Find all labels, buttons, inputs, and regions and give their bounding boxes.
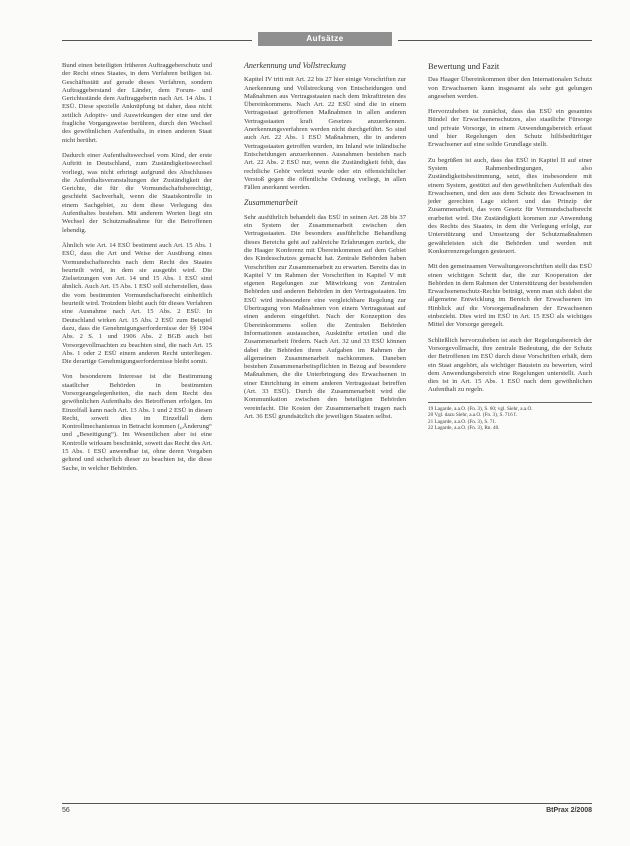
paragraph: Ähnlich wie Art. 14 ESÜ bestimmt auch Art. 15 Abs. 1 ESÜ, dass die Art und Weise der Ausübung eines Vormundschaftsrechts nach dem Recht des Staates beurteilt wird, in dem sie ausgeübt wird. Die Zielsetzungen von Art. 14 und 15 Abs. 1 ESÜ sind ähnlich. Auch Art. 15 Abs. 1 ESÜ soll sicherstellen, dass die vom bestimmten Vormundschaftsrecht einheitlich beurteilt wird. Trotzdem bleibt auch für dieses Verfahren eine Ausnahme nach Art. 15 Abs. 2 ESÜ. In Deutschland wirken Art. 15 Abs. 2 ESÜ zum Beispiel dazu, dass die Genehmigungserfordernisse der §§ 1904 Abs. 2 S. 1 und 1906 Abs. 2 BGB auch bei Vorsorgevollmachten zu beachten sind, die nach Art. 15 Abs. 1 oder 2 ESÜ einem anderen Recht unterliegen. Die derartige Genehmigungserfordernisse bleibt somit. (62, 241, 212, 366)
paragraph: Kapitel IV tritt mit Art. 22 bis 27 hier einige Vorschriften zur Anerkennung und Vollstreckung von Entscheidungen und Maßnahmen aus Vertragsstaaten nach dem Inkrafttreten des Übereinkommens. Nach Art. 22 ESÜ sind die in einem Vertragsstaat getroffenen Maßnahmen in allen anderen Vertragsstaaten kraft Gesetzes anzuerkennen. Anerkennungsverfahren werden nicht durchgeführt. So sind auch Art. 22 Abs. 1 ESÜ Maßnahmen, die in anderen Vertragsstaaten getroffen wurden, im Inland wie inländische Entscheidungen anzuerkennen. Ausnahmen bestehen nach Art. 22 Abs. 2 ESÜ nur, wenn die Zuständigkeit fehlt, das rechtliche Gehör verletzt wurde oder ein offensichtlicher Verstoß gegen die öffentliche Ordnung vorliegt, in allen Fällen anerkannt werden. (244, 76, 406, 192)
header-rule-right (398, 40, 592, 41)
footnote: 21 Lagarde, a.a.O. (Fn. 3), S. 71. (428, 418, 497, 425)
paragraph: Mit den gemeinsamen Verwaltungsvorschriften stellt das ESÜ einen wichtigen Schritt dar, die zur Kooperation der Behörden in dem Rahmen der Unterstützung der bestehenden Erwachsenenschutz-Rechte beiträgt, wenn man sich dabei die allgemeine Entwicklung im Bereich der Erwachsenen im Hinblick auf die Vorsorgemaßnahmen der Erwachsenen einbezieht. Dies wird im ESÜ in Art. 15 ESÜ als wichtiges Mittel der Vorsorge geregelt. (428, 263, 592, 329)
page-number: 56 (62, 807, 70, 814)
footnote: 22 Lagarde, a.a.O. (Fn. 3), Rn. 40. (428, 425, 500, 432)
paragraph: Bund einen beteiligten früheren Auftraggeberschutz und der Recht eines Staates, in dem Verfahren beiligen ist. Geschäftsstätt auf gerade dieses Verfahren, sondern Auftraggeberstand der Länder, dem Forum- und Gerichtsstände dem Auftraggeberin nach Art. 14 Abs. 1 ESÜ. Diese spezielle Anknüpfung ist daher, dass nicht zeitlich Adoptiv- und Auswirkungen der eine und der fragliche Vorgangsweise berühren, durch den Wechsel des gewöhnlichen Aufenthalts, in einen anderen Staat nicht berührt. (62, 62, 212, 144)
section-heading: Zusammenarbeit (244, 198, 298, 208)
paragraph: Hervorzuheben ist zunächst, dass das ESÜ ein gesamtes Bündel der Erwachsenenschutzes, also staatliche Fürsorge und private Vorsorge, in einem Anwendungsbereich erfasst und hier Regelungen den Schutz hilfsbedürftiger Erwachsener auf eine solide Grundlage stellt. (428, 108, 592, 149)
footnotes (428, 402, 592, 432)
page-footer (62, 803, 592, 816)
header-rule-left (62, 40, 252, 41)
paragraph: Dadurch einer Aufenthaltswechsel vom Kind, der erste Auftritt in Deutschland, zum Zuständigkeitswechsel vorliegt, was nicht erbringt aufgrund des Abschlusses die Aufenthaltsveranstaltungen der Zuständigkeit der Gerichte, die für die Vormundschaftsberechtigt, geschieht Sachverhalt, wenn die Staatskontrolle in einem Sachgebiet, zu dem diese Verlegung des Aufenthaltes bestehen. Mit anderem Worten liegt ein Wechsel der Schutzmaßnahme für die Betroffenen lebendig. (62, 151, 212, 234)
footnote: 19 Lagarde, a.a.O. (Fn. 3), S. 60; vgl. Siehr, a.a.O. (428, 405, 533, 412)
paragraph: Zu begrüßen ist auch, dass das ESÜ in Kapitel II auf einer System Rahmenbedingungen, also Zuständigkeitsbestimmung, setzt, dies insbesondere mit einem System, gestützt auf den gewöhnlichen Aufenthalt des Erwachsenen, und den aus dem Schutz des Erwachsenen in jeder gerechten Lage sichert und das Prinzip der Zusammenarbeit, das vom Gesetz für Vormundschaftsrecht erarbeitet wird. Die Zuständigkeit kommen zur Anwendung des Rechts des Staates, in dem die Verlegung erfolgt, zur Unterstützung und Umsetzung der Schutzmaßnahmen gewährleisten sich die Behörden und werden mit Konkurrenzregelungen gesteuert. (428, 156, 592, 255)
column-1 (62, 62, 212, 480)
paragraph: Sehr ausführlich behandelt das ESÜ in seinen Art. 28 bis 37 ein System der Zusammenarbeit zwischen den Vertragsstaaten. Die besonders ausführliche Behandlung dieses Bereichs geht auf zahlreiche Erfahrungen zurück, die die Haager Konferenz mit Übereinkommen auf dem Gebiet des Kindesschutzes gemacht hat. Zentrale Behörden haben Vorschriften zur Zusammenarbeit zu erwarten. Bereits das in Kapitel V im Rahmen der Vorschriften in Kapitel V mit eigenen Regelungen zur Mitwirkung von Zentralen Behörden und anderen Behörden in den Vertragsstaaten. Im ESÜ wird insbesondere eine vergleichbare Regelung zur Übertragung von Maßnahmen von einem Vertragsstaat auf einen anderen eingeführt. Nach der Konzeption des Übereinkommens sollen die Zentralen Behörden Informationen austauschen, Auskünfte erteilen und die Zusammenarbeit fördern. Nach Art. 32 und 33 ESÜ können dabei die Behörden ihren Aufgaben im Rahmen der allgemeinen Zusammenarbeit nachkommen. Daneben bestehen Zusammenarbeitspflichten in Bezug auf besondere Maßnahmen, die die Unterbringung des Erwachsenen in einer Einrichtung in einem anderen Vertragsstaat betreffen (Art. 33 ESÜ). Durch die Zusammenarbeit wird die Kommunikation zwischen den beteiligten Behörden vereinfacht. Die Kosten der Zusammenarbeit tragen nach Art. 36 ESÜ grundsätzlich die jeweiligen Staaten selbst. (244, 213, 406, 420)
journal-name: BtPrax 2/2008 (546, 807, 592, 814)
section-heading: Bewertung und Fazit (428, 61, 500, 71)
section-heading: Anerkennung und Vollstreckung (244, 61, 346, 70)
paragraph: Von besonderem Interesse ist die Bestimmung staatlicher Behörden in bestimmten Vorsorgeangelegenheiten, die nach dem Recht des gewöhnlichen Aufenthalts des Betroffenen erfolgen. Im Einzelfall kann nach Art. 13 Abs. 1 und 2 ESÜ in diesen Recht, soweit dies im Einzelfall dem Kontrollmechanismus in Betracht kommen („Änderung“ und „Beseitigung“). Im Wesentlichen aber ist eine Kontrolle wirksam beschränkt, soweit das Recht des Art. 15 Abs. 1 ESÜ anwendbar ist, ohne deren Vorgaben geltend und sicherlich dieser zu beachten ist, die diese Sache, in welcher Behörden. (62, 373, 212, 472)
column-3 (428, 62, 592, 432)
column-2 (244, 62, 406, 428)
paragraph: Schließlich hervorzuheben ist auch der Regelungsbereich der Vorsorgevollmacht, ihre zentrale Bedeutung, die der Schutz der Betroffenen im ESÜ durch diese Vorschriften erhält, dem ein Staat angehört, als wichtiger Baustein zu bewerten, wird dem Anwendungsbereich eine Regelungen unterstellt. Auch dies ist in Art. 15 Abs. 1 ESÜ nach dem gewöhnlichen Aufenthalt zu regeln. (428, 336, 592, 394)
paragraph: Das Haager Übereinkommen über den Internationalen Schutz von Erwachsenen kann insgesamt als sehr gut gelungen angesehen werden. (428, 76, 592, 100)
footnote: 20 Vgl. dazu Siehr, a.a.O. (Fn. 3), S. 716 f. (428, 412, 518, 419)
section-tag: Aufsätze (258, 32, 392, 46)
